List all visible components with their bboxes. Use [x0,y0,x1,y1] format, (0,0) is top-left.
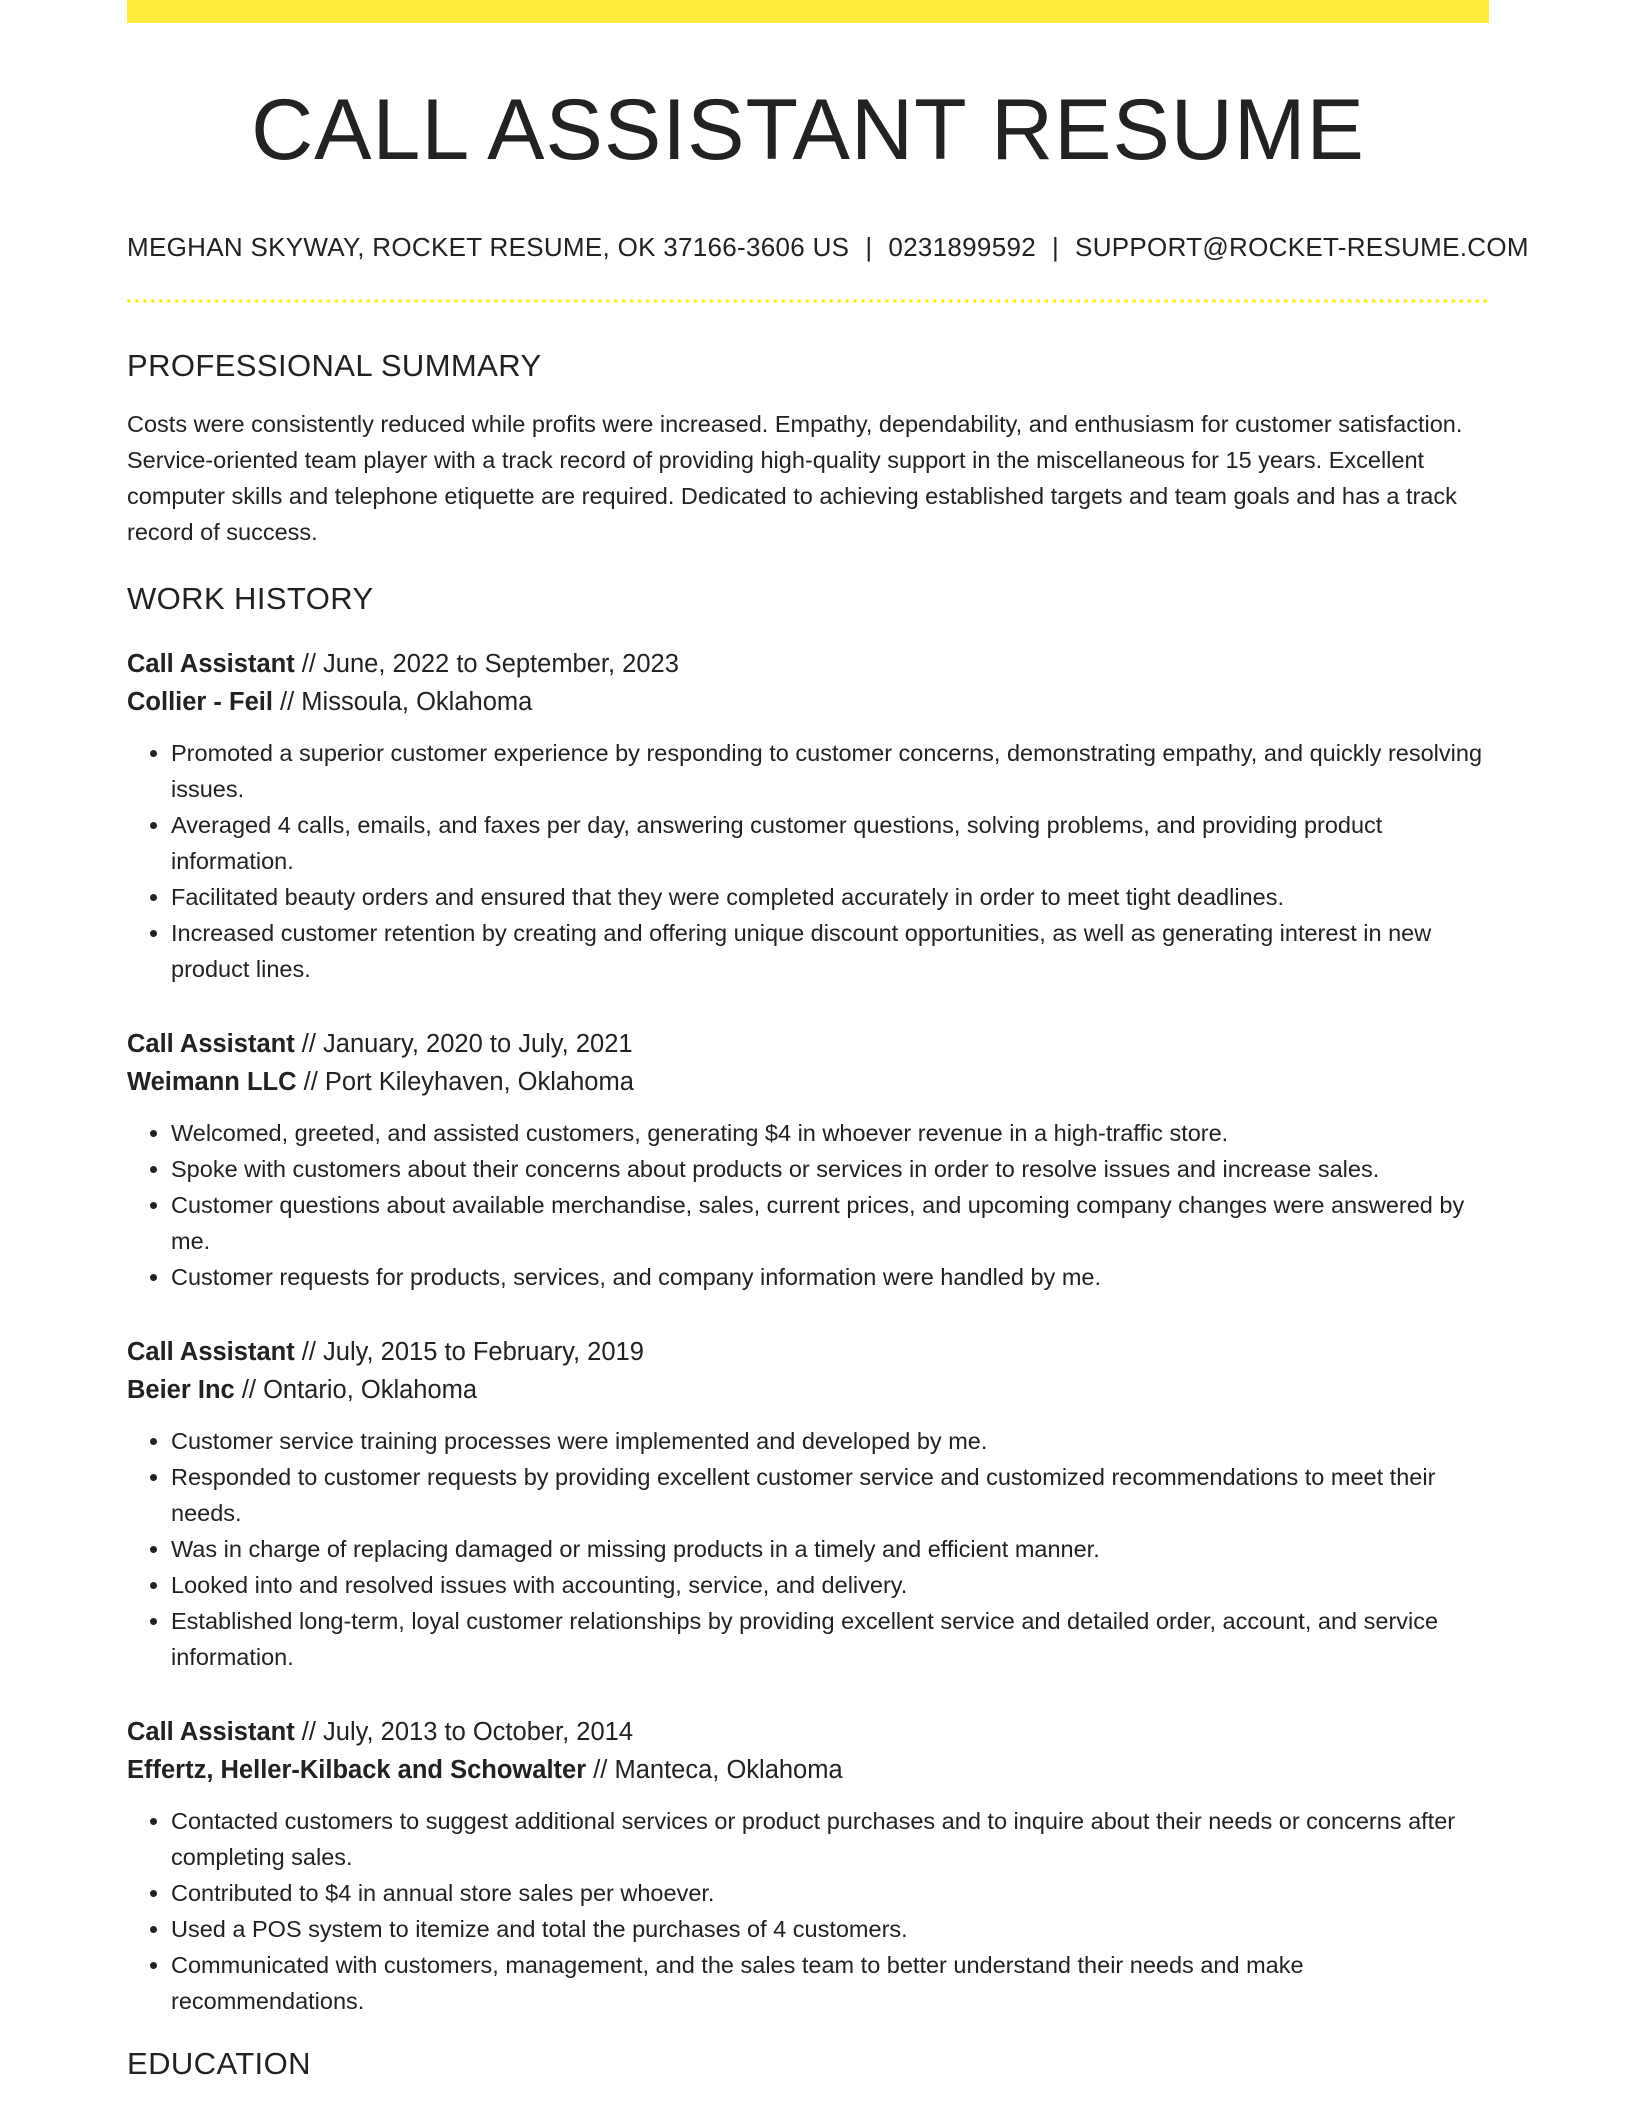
job-bullet: • Promoted a superior customer experience by responding to customer concerns, demonstrating empathy, and quickly resolving issues. [171,735,1489,807]
contact-separator: | [1051,231,1060,262]
job-company-line [127,1371,1489,1409]
contact-email: SUPPORT@ROCKET-RESUME.COM [1075,231,1529,262]
job-bullet: • Communicated with customers, management, and the sales team to better understand their needs and make recommendations. [171,1947,1489,2019]
job-bullet: • Contributed to $4 in annual store sales per whoever. [171,1875,1489,1911]
job-bullet: • Was in charge of replacing damaged or missing products in a timely and efficient manner. [171,1531,1489,1567]
job-company-line [127,1751,1489,1789]
job-title-line [127,1713,1489,1751]
job-bullet: • Averaged 4 calls, emails, and faxes per day, answering customer questions, solving problems, and providing product information. [171,807,1489,879]
job-title-line [127,1333,1489,1371]
job-bullet: • Contacted customers to suggest additional services or product purchases and to inquire about their needs or concerns after completing sales. [171,1803,1489,1875]
job-location: // Manteca, Oklahoma [593,1756,843,1785]
work-history-list [127,645,1489,2019]
job-bullet: • Spoke with customers about their concerns about products or services in order to resolve issues and increase sales. [171,1151,1489,1187]
job-bullets [127,1115,1489,1295]
job-bullet: • Customer service training processes were implemented and developed by me. [171,1423,1489,1459]
job-location: // Ontario, Oklahoma [241,1376,478,1405]
top-accent-bar [127,0,1489,23]
job-dates: // July, 2013 to October, 2014 [301,1718,634,1747]
job-bullet: • Used a POS system to itemize and total the purchases of 4 customers. [171,1911,1489,1947]
contact-address: MEGHAN SKYWAY, ROCKET RESUME, OK 37166-3606 US [127,231,850,262]
contact-line [127,231,1529,263]
contact-separator: | [865,231,873,262]
job-bullets [127,1803,1489,2019]
job-bullet: • Customer questions about available merchandise, sales, current prices, and upcoming company changes were answered by me. [171,1187,1489,1259]
job-dates: // June, 2022 to September, 2023 [301,650,679,679]
job-bullet: • Customer requests for products, services, and company information were handled by me. [171,1259,1489,1295]
job-company: Weimann LLC [127,1068,297,1097]
summary-text: Costs were consistently reduced while profits were increased. Empathy, dependability, and enthusiasm for customer satisfaction. Service-oriented team player with a track record of providing high-quality support in the miscellaneous for 15 years. Excellent computer skills and telephone etiquette are required. Dedicated to achieving established targets and team goals and has a track record of success. [127,410,1463,545]
job-dates: // July, 2015 to February, 2019 [301,1338,644,1367]
dotted-divider [127,299,1489,303]
job-title: Call Assistant [127,1030,295,1059]
job-company: Effertz, Heller-Kilback and Schowalter [127,1756,587,1785]
summary-heading: PROFESSIONAL SUMMARY [127,347,542,383]
education-heading: EDUCATION [127,2046,311,2082]
job-title-line [127,645,1489,683]
job-entry [127,645,1489,987]
job-entry [127,1713,1489,2019]
job-bullet: • Welcomed, greeted, and assisted customers, generating $4 in whoever revenue in a high-traffic store. [171,1115,1489,1151]
job-bullet: • Facilitated beauty orders and ensured that they were completed accurately in order to meet tight deadlines. [171,879,1489,915]
job-bullet: • Established long-term, loyal customer relationships by providing excellent service and detailed order, account, and service information. [171,1603,1489,1675]
job-title-line [127,1025,1489,1063]
job-entry [127,1333,1489,1675]
job-entry [127,1025,1489,1295]
job-location: // Missoula, Oklahoma [280,688,533,717]
job-bullets [127,735,1489,987]
job-title: Call Assistant [127,650,295,679]
job-company: Beier Inc [127,1376,235,1405]
resume-page [127,0,1529,2082]
job-dates: // January, 2020 to July, 2021 [301,1030,633,1059]
resume-title: CALL ASSISTANT RESUME [251,82,1365,178]
job-company-line [127,683,1489,721]
job-company-line [127,1063,1489,1101]
job-title: Call Assistant [127,1338,295,1367]
contact-phone: 0231899592 [888,231,1036,262]
job-title: Call Assistant [127,1718,295,1747]
work-history-heading: WORK HISTORY [127,580,374,616]
job-company: Collier - Feil [127,688,273,717]
job-bullet: • Looked into and resolved issues with accounting, service, and delivery. [171,1567,1489,1603]
job-bullet: • Increased customer retention by creating and offering unique discount opportunities, as well as generating interest in new product lines. [171,915,1489,987]
job-bullets [127,1423,1489,1675]
job-bullet: • Responded to customer requests by providing excellent customer service and customized recommendations to meet their needs. [171,1459,1489,1531]
job-location: // Port Kileyhaven, Oklahoma [303,1068,634,1097]
